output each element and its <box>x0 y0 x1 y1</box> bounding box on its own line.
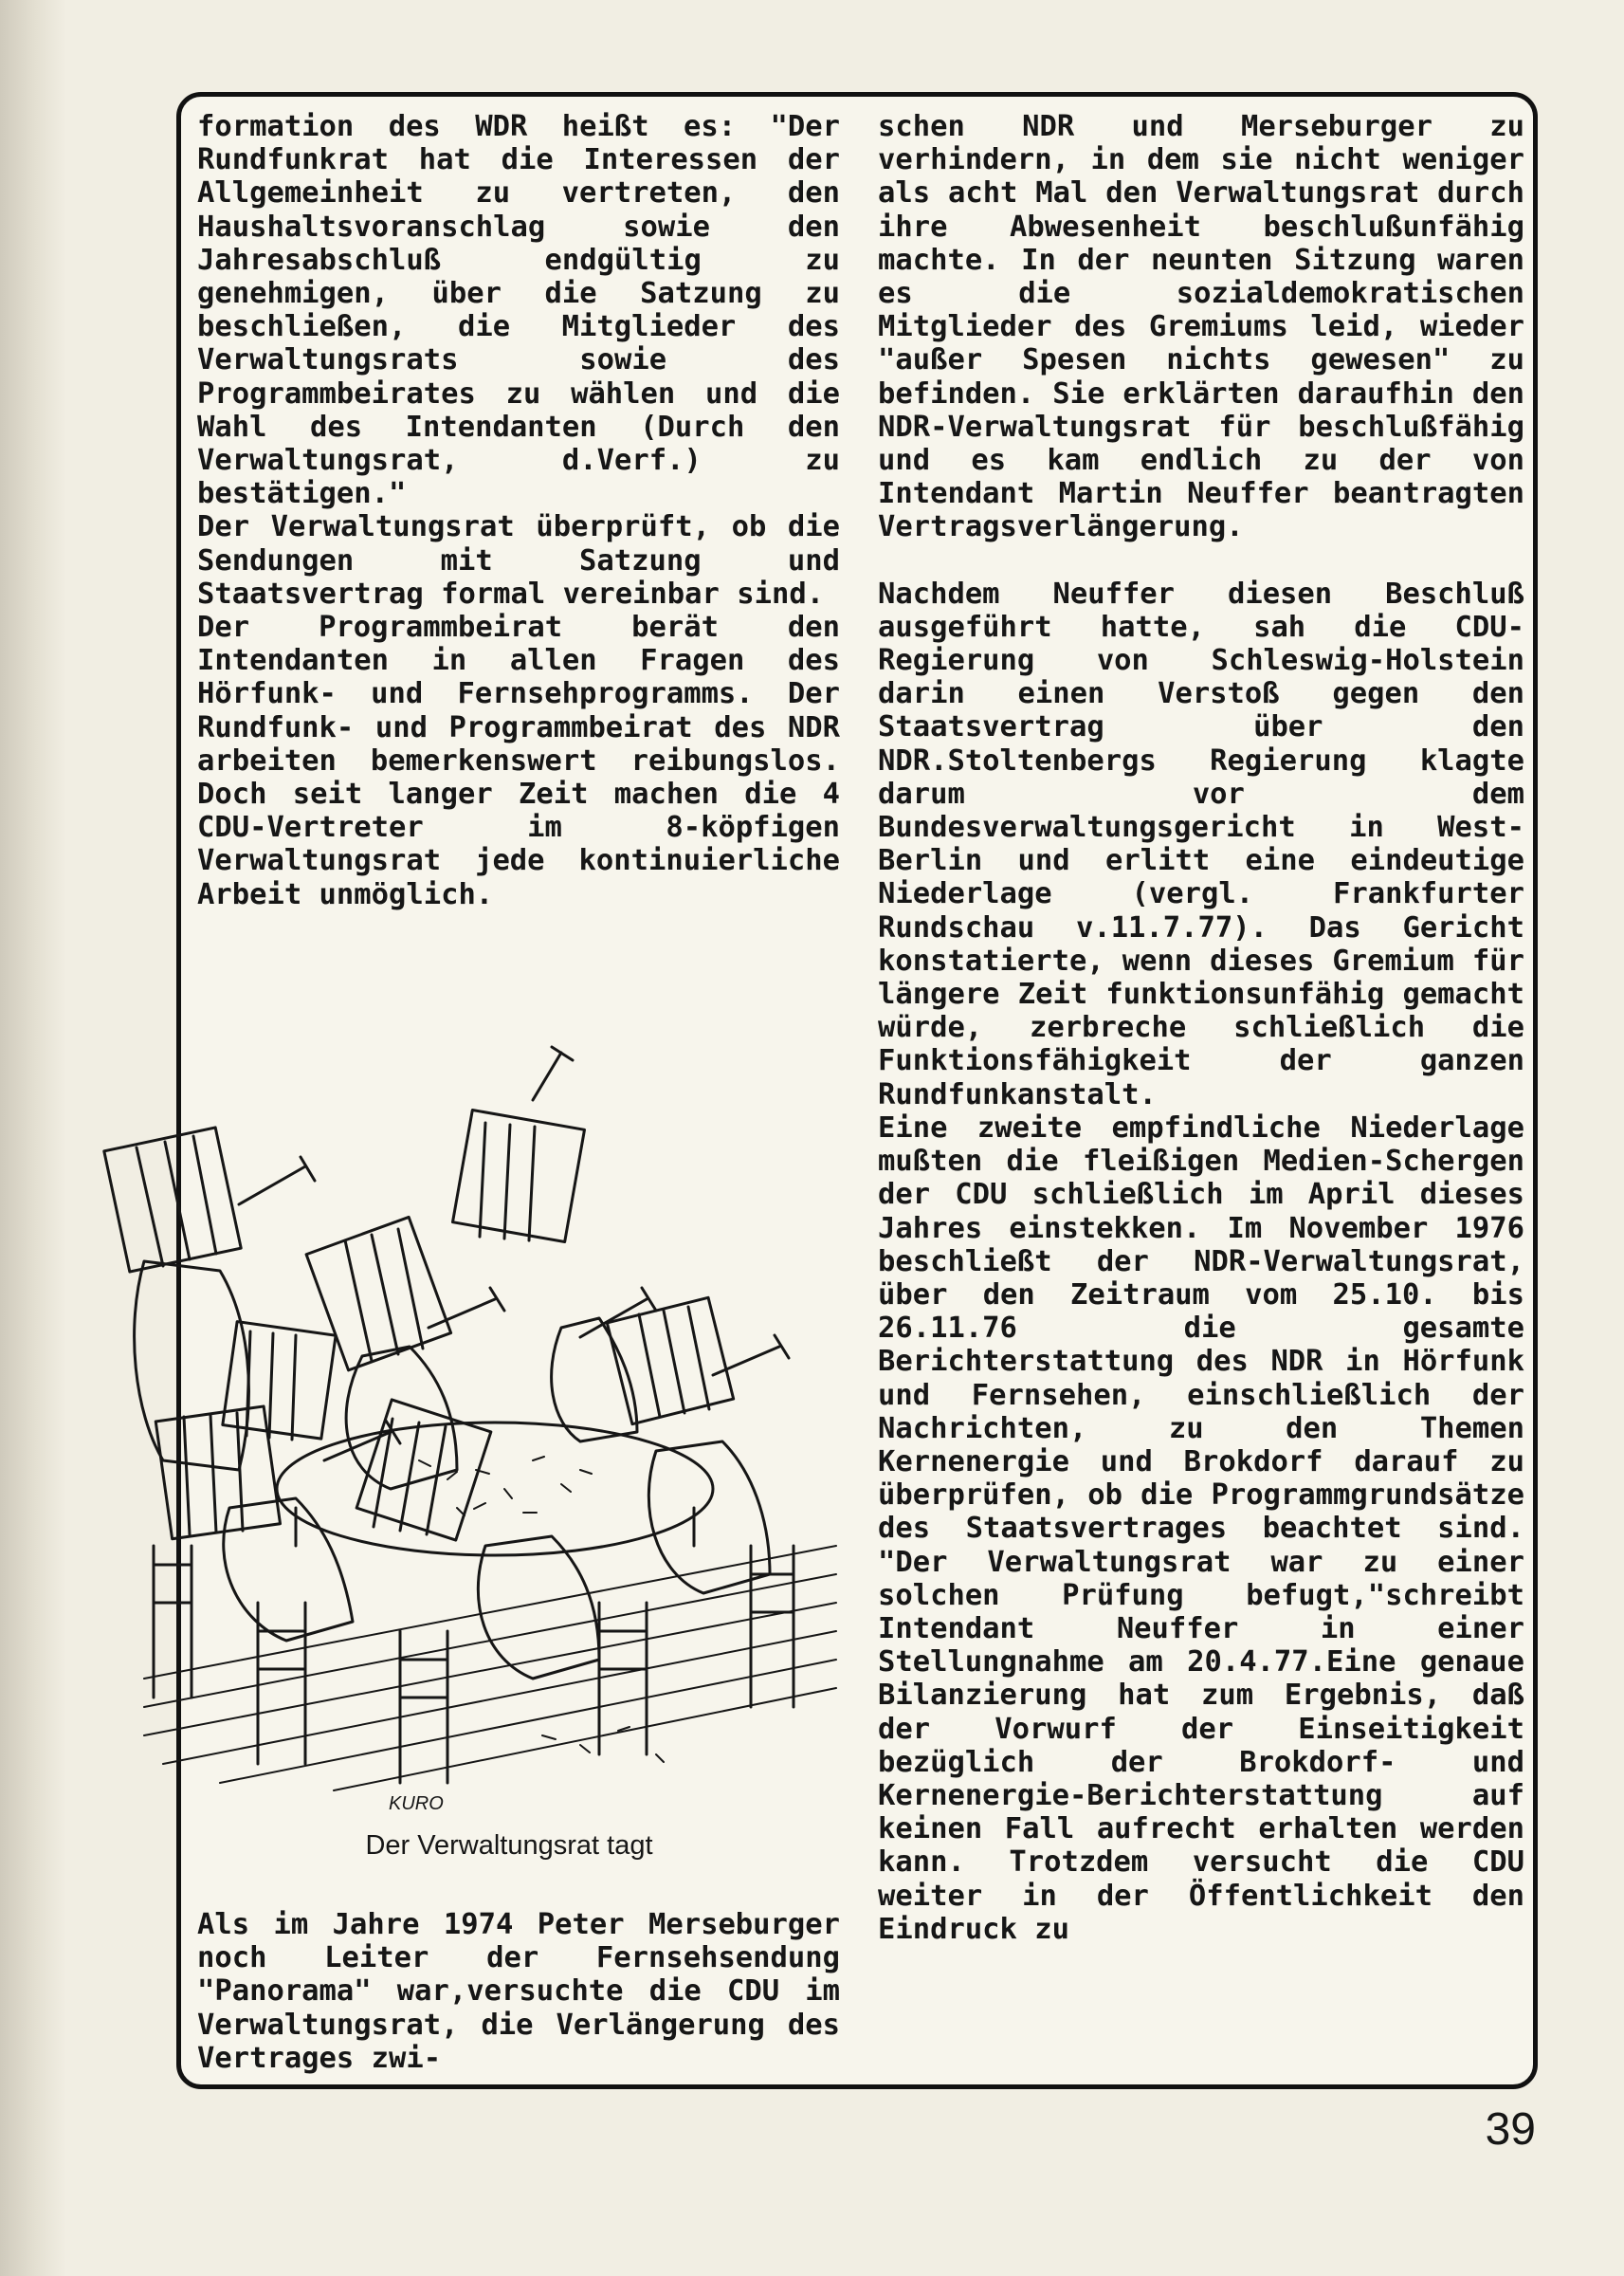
left-paragraph-2: Der Verwaltungsrat überprüft, ob die Sendungen mit Satzung und Staatsvertrag formal vereinbar sind. <box>197 510 840 611</box>
right-column <box>878 110 1524 1946</box>
figure-caption: Der Verwaltungsrat tagt <box>365 1830 653 1861</box>
left-paragraph-1: formation des WDR heißt es: "Der Rundfunkrat hat die Interessen der Allgemeinheit zu vertreten, den Haushaltsvoranschlag sowie den Jahresabschluß endgültig zu genehmigen, über die Satzung zu beschließen, die Mitglieder des Verwaltungsrats sowie des Programmbeirates zu wählen und die Wahl des Intendanten (Durch den Verwaltungsrat, d.Verf.) zu bestätigen." <box>197 110 840 511</box>
floor-boards <box>144 1546 836 1790</box>
left-column-bottom <box>197 1908 840 2075</box>
seated-figures <box>135 1261 770 1679</box>
page-number: 39 <box>1485 2104 1536 2155</box>
left-bottom-paragraph: Als im Jahre 1974 Peter Merseburger noch Leiter der Fernsehsendung "Panorama" war,versuchte die CDU im Verwaltungsrat, die Verlängerung des Vertrages zwi- <box>197 1908 840 2075</box>
cartoon-illustration <box>87 1015 842 1811</box>
left-paragraph-3: Der Programmbeirat berät den Intendanten in allen Fragen des Hörfunk- und Fernsehprogramms. Der Rundfunk- und Programmbeirat des NDR arbeiten bemerkenswert reibungslos. Doch seit langer Zeit machen die 4 CDU-Vertreter im 8-köpfigen Verwaltungsrat jede kontinuierliche Arbeit unmöglich. <box>197 611 840 911</box>
right-paragraph-1: schen NDR und Merseburger zu verhindern, in dem sie nicht weniger als acht Mal den Verwaltungsrat durch ihre Abwesenheit beschlußunfähig machte. In der neunten Sitzung waren es die sozialdemokratischen Mitglieder des Gremiums leid, wieder "außer Spesen nichts gewesen" zu befinden. Sie erklärten daraufhin den NDR-Verwaltungsrat für beschlußfähig und es kam endlich zu der von Intendant Martin Neuffer beantragten Vertragsverlängerung. <box>878 110 1524 544</box>
nails <box>419 1457 664 1762</box>
crate-heads <box>104 1110 734 1540</box>
right-paragraph-3: Eine zweite empfindliche Niederlage mußten die fleißigen Medien-Schergen der CDU schließlich im April dieses Jahres einstekken. Im November 1976 beschließt der NDR-Verwaltungsrat, über den Zeitraum vom 25.10. bis 26.11.76 die gesamte Berichterstattung des NDR in Hörfunk und Fernsehen, einschließlich der Nachrichten, zu den Themen Kernenergie und Brokdorf darauf zu überprüfen, ob die Programmgrundsätze des Staatsvertrages beachtet sind. "Der Verwaltungsrat war zu einer solchen Prüfung befugt,"schreibt Intendant Neuffer in einer Stellungnahme am 20.4.77.Eine genaue Bilanzierung hat zum Ergebnis, daß der Vorwurf der Einseitigkeit bezüglich der Brokdorf- und Kernenergie-Berichterstattung auf keinen Fall aufrecht erhalten werden kann. Trotzdem versucht die CDU weiter in der Öffentlichkeit den Eindruck zu <box>878 1110 1524 1946</box>
cartoon-signature: KURO <box>389 1793 444 1811</box>
left-column <box>197 110 840 911</box>
right-paragraph-2: Nachdem Neuffer diesen Beschluß ausgeführt hatte, sah die CDU-Regierung von Schleswig-Holstein darin einen Verstoß gegen den Staatsvertrag über den NDR.Stoltenbergs Regierung klagte darum vor dem Bundesverwaltungsgericht in West-Berlin und erlitt eine eindeutige Niederlage (vergl. Frankfurter Rundschau v.11.7.77). Das Gericht konstatierte, wenn dieses Gremium für längere Zeit funktionsunfähig gemacht würde, zerbreche schließlich die Funktionsfähigkeit der ganzen Rundfunkanstalt. <box>878 577 1524 1111</box>
table-top <box>277 1422 713 1555</box>
paper-edge <box>0 0 66 2276</box>
